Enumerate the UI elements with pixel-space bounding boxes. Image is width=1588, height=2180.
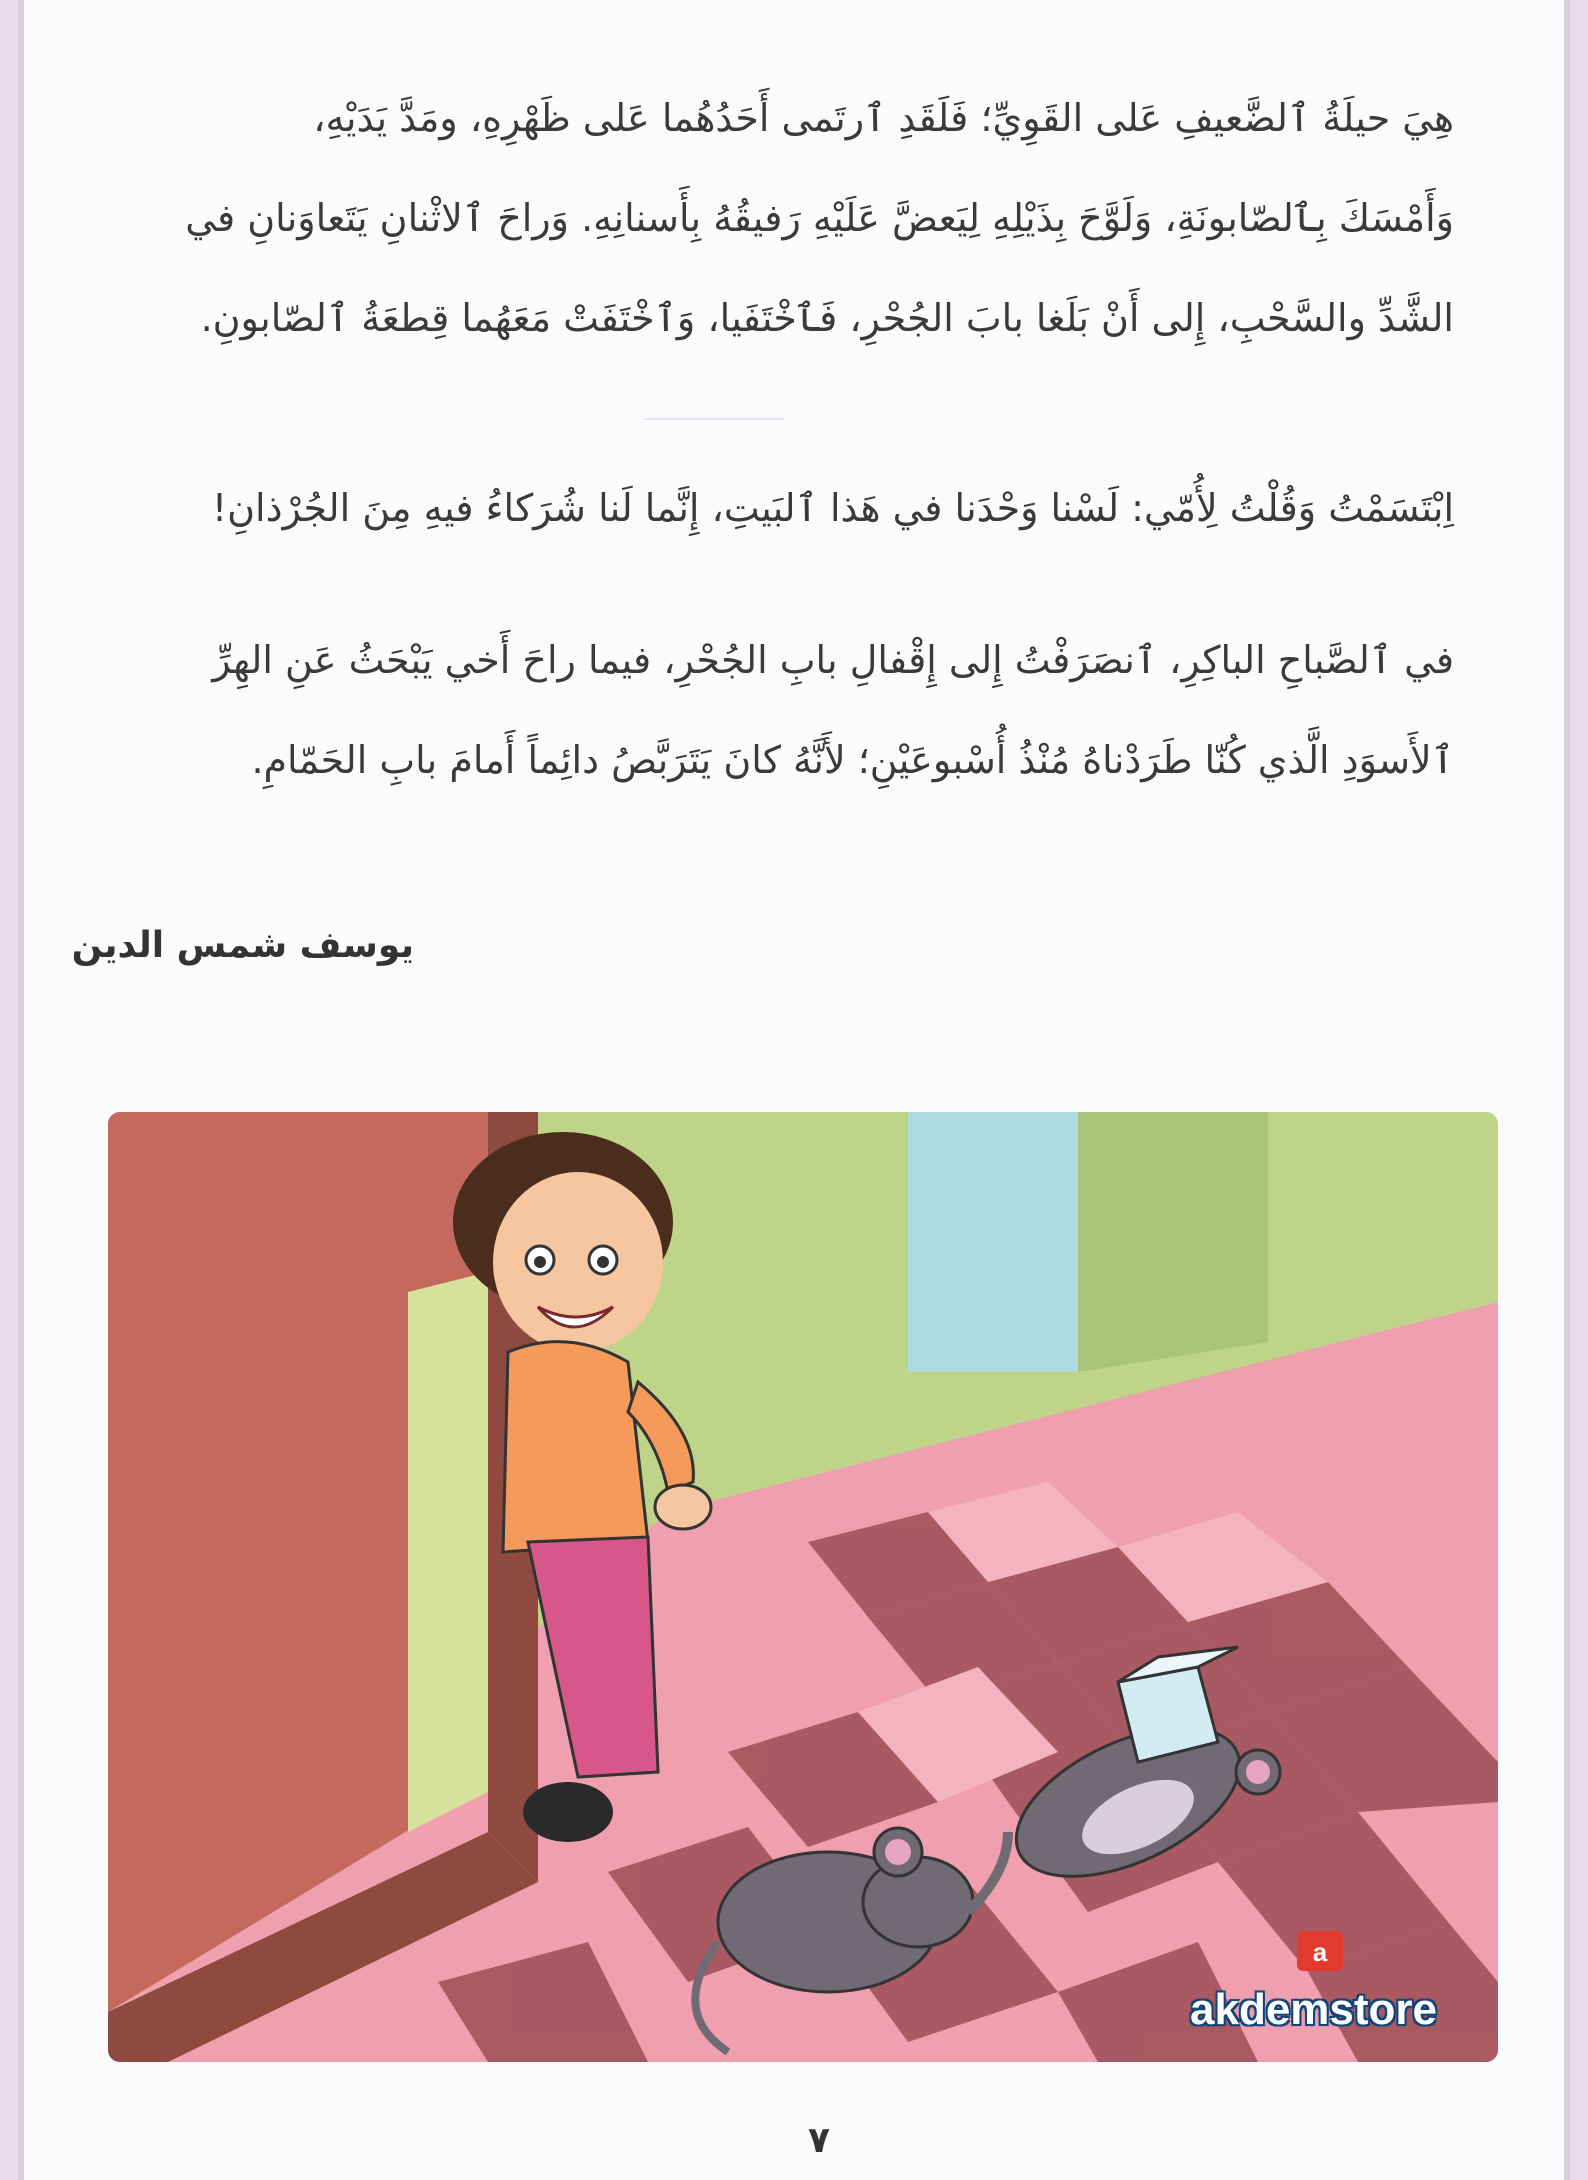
text-line: في ٱلصَّباحِ الباكِرِ، ٱنصَرَفْتُ إِلى إِقْفالِ بابِ الجُحْرِ، فيما راحَ أَخي يَبْحَثُ عَنِ الهِرِّ xyxy=(212,638,1454,682)
paragraph-1 xyxy=(44,88,1454,388)
wall-shadow xyxy=(1078,1112,1268,1372)
boy-shirt xyxy=(503,1342,648,1552)
boy-hand xyxy=(655,1485,711,1529)
author-name: يوسف شمس الدين xyxy=(71,925,414,966)
text-line: ٱلأَسوَدِ الَّذي كُنّا طَرَدْناهُ مُنْذُ أُسْبوعَيْنِ؛ لأَنَّهُ كانَ يَتَرَبَّصُ دائِماً أَمامَ بابِ الحَمّامِ. xyxy=(251,738,1454,782)
page-number: ٧ xyxy=(808,2120,830,2161)
story-illustration xyxy=(108,1112,1498,2062)
paragraph-2 xyxy=(44,478,1454,558)
store-watermark: akdemstore xyxy=(1190,1985,1438,2034)
text-line: هِيَ حيلَةُ ٱلضَّعيفِ عَلى القَوِيِّ؛ فَلَقَدِ ٱرتَمى أَحَدُهُما عَلى ظَهْرِهِ، ومَدَّ يَدَيْهِ، xyxy=(313,96,1454,140)
boy-shoe xyxy=(523,1782,613,1842)
text-line: الشَّدِّ والسَّحْبِ، إِلى أَنْ بَلَغا بابَ الجُحْرِ، فَٱخْتَفَيا، وَٱخْتَفَتْ مَعَهُما قِطعَةُ ٱلصّابونِ. xyxy=(200,296,1454,340)
doorway-light xyxy=(408,1272,488,1832)
wall-cyan-panel xyxy=(908,1112,1078,1372)
paragraph-3 xyxy=(44,630,1454,810)
svg-text:a: a xyxy=(1312,1937,1328,1967)
divider xyxy=(644,418,784,420)
store-logo-icon xyxy=(1295,1925,1345,1975)
text-line: وَأَمْسَكَ بِٱلصّابونَةِ، وَلَوَّحَ بِذَيْلِهِ لِيَعضَّ عَلَيْهِ رَفيقُهُ بِأَسنانِهِ. وَراحَ ٱلاثْنانِ يَتَعاوَنانِ في xyxy=(185,196,1454,240)
text-line: اِبْتَسَمْتُ وَقُلْتُ لِأُمّي: لَسْنا وَحْدَنا في هَذا ٱلبَيتِ، إِنَّما لَنا شُرَكاءُ فيهِ مِنَ الجُرْذانِ! xyxy=(211,486,1454,530)
